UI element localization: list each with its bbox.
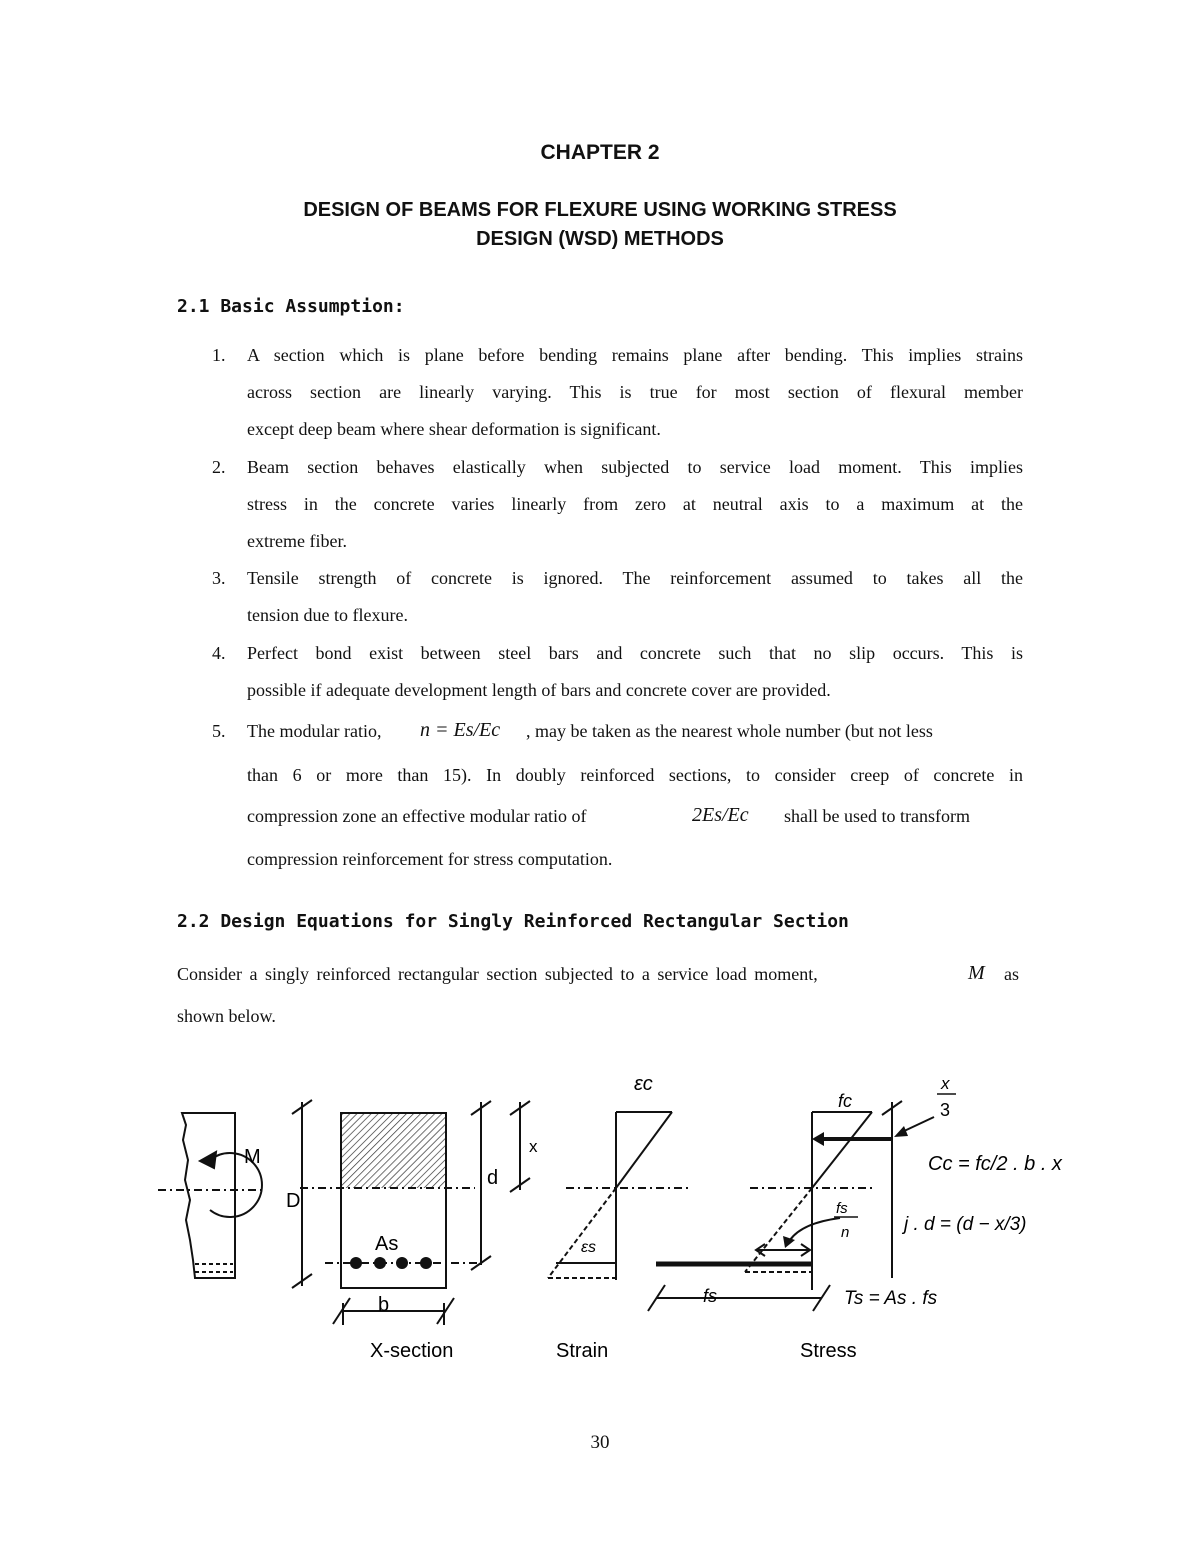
x-over-label: x	[941, 1074, 950, 1093]
section-heading-2-1: 2.1 Basic Assumption:	[177, 296, 405, 317]
lever-arm-formula: j . d = (d − x/3)	[904, 1214, 1027, 1235]
list-item-text: possible if adequate development length of bars and concrete cover are provided.	[247, 680, 831, 700]
chapter-title-line-2: DESIGN (WSD) METHODS	[476, 228, 724, 250]
chapter-label: CHAPTER 2	[540, 141, 660, 164]
paragraph-text: as	[1004, 964, 1019, 984]
chapter-title-line-1: DESIGN OF BEAMS FOR FLEXURE USING WORKING STRESS	[303, 199, 897, 221]
stress-diagram	[648, 1101, 934, 1311]
list-item-text: Beam section behaves elastically when subjected to service load moment. This implies	[247, 457, 1023, 477]
list-item-text: stress in the concrete varies linearly from zero at neutral axis to a maximum at the	[247, 494, 1023, 514]
total-depth-label: D	[286, 1190, 301, 1212]
list-item-text: compression zone an effective modular ratio of	[247, 806, 587, 826]
stress-caption: Stress	[800, 1340, 857, 1362]
list-item-text: except deep beam where shear deformation is significant.	[247, 419, 661, 439]
list-number: 4.	[212, 643, 226, 663]
paragraph-text: shown below.	[177, 1006, 276, 1026]
beam-elevation	[158, 1113, 262, 1278]
list-number: 5.	[212, 721, 226, 741]
list-item-text: Tensile strength of concrete is ignored. The reinforcement assumed to takes all the	[247, 568, 1023, 588]
list-item-text: The modular ratio,	[247, 721, 382, 741]
three-label: 3	[940, 1100, 951, 1120]
width-label: b	[378, 1294, 390, 1316]
moment-label: M	[244, 1146, 261, 1168]
steel-stress-over-n-label: fs	[836, 1200, 848, 1217]
page-number: 30	[590, 1432, 610, 1453]
concrete-stress-label: fc	[838, 1091, 853, 1111]
modular-ratio-label: n	[841, 1224, 850, 1241]
list-item-text: , may be taken as the nearest whole number (but not less	[526, 721, 933, 741]
list-item-text: across section are linearly varying. This is true for most section of flexural member	[247, 382, 1023, 402]
paragraph-text: Consider a singly reinforced rectangular section subjected to a service load moment,	[177, 964, 818, 984]
x-section-caption: X-section	[370, 1340, 454, 1362]
tension-force-formula: Ts = As . fs	[844, 1288, 938, 1309]
strain-caption: Strain	[556, 1340, 609, 1362]
moment-symbol: M	[968, 962, 985, 984]
concrete-strain-label: εc	[634, 1073, 653, 1095]
steel-area-label: As	[375, 1233, 399, 1255]
list-number: 1.	[212, 345, 226, 365]
x-section	[292, 1100, 530, 1325]
steel-strain-label: εs	[581, 1239, 597, 1256]
modular-ratio-formula: n = Es/Ec	[420, 719, 501, 741]
list-item-text: Perfect bond exist between steel bars and concrete such that no slip occurs. This is	[247, 643, 1023, 663]
list-item-text: than 6 or more than 15). In doubly reinforced sections, to consider creep of concrete in	[247, 765, 1023, 785]
list-number: 3.	[212, 568, 226, 588]
list-item-text: A section which is plane before bending remains plane after bending. This implies strains	[247, 345, 1023, 365]
list-item-text: compression reinforcement for stress computation.	[247, 849, 613, 869]
list-number: 2.	[212, 457, 226, 477]
list-item-text: tension due to flexure.	[247, 605, 408, 625]
neutral-axis-depth-label: x	[529, 1137, 538, 1156]
section-heading-2-2: 2.2 Design Equations for Singly Reinforced Rectangular Section	[177, 911, 849, 932]
list-item-text: shall be used to transform	[784, 806, 970, 826]
strain-diagram	[548, 1112, 690, 1280]
compression-force-formula: Cc = fc/2 . b . x	[928, 1153, 1062, 1175]
effective-modular-ratio-formula: 2Es/Ec	[692, 804, 749, 826]
steel-stress-label: fs	[703, 1286, 718, 1306]
list-item-text: extreme fiber.	[247, 531, 347, 551]
effective-depth-label: d	[487, 1167, 499, 1189]
beam-section-figure	[0, 1060, 1200, 1380]
